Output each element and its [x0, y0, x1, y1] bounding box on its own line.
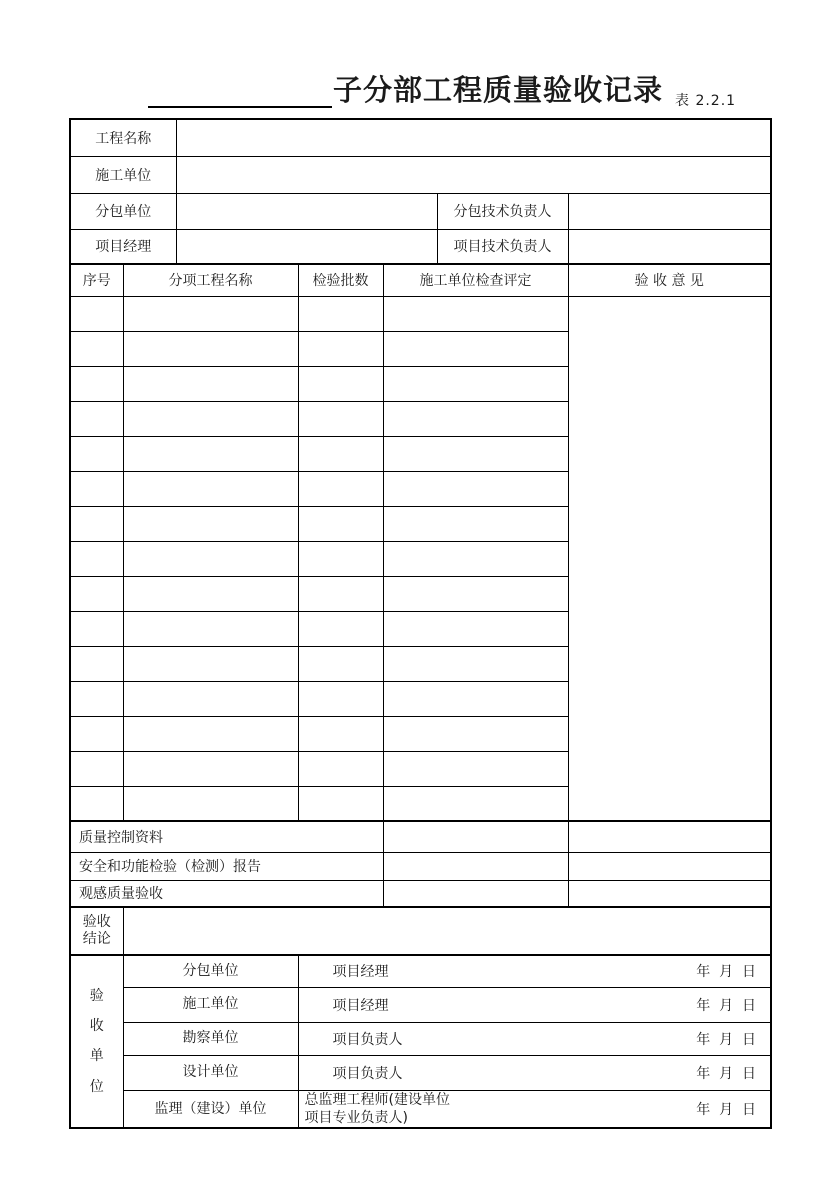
batch-count-cell — [298, 471, 383, 506]
label-project-tech-director: 项目技术负责人 — [437, 229, 568, 264]
acceptance-conclusion-text: 验收结论 — [82, 913, 111, 947]
signoff-cell — [298, 987, 771, 1022]
batch-count-cell — [298, 506, 383, 541]
contractor-eval-cell — [383, 541, 568, 576]
subitem-name-cell — [123, 751, 298, 786]
subitem-name-cell — [123, 506, 298, 541]
grid-empty-rows — [70, 296, 771, 821]
signoff-row — [70, 987, 771, 1022]
col-header-subitem-name: 分项工程名称 — [123, 264, 298, 296]
info-section — [70, 119, 771, 264]
subitem-name-cell — [123, 296, 298, 331]
acceptance-units-text: 验收单位 — [89, 988, 104, 1095]
batch-count-cell — [298, 611, 383, 646]
signoff-cell — [298, 1055, 771, 1090]
seq-cell — [70, 716, 123, 751]
contractor-eval-cell — [383, 611, 568, 646]
value-construction-unit — [176, 156, 771, 193]
signoff-unit-design: 设计单位 — [123, 1055, 298, 1090]
contractor-eval-cell — [383, 681, 568, 716]
value-project-manager — [176, 229, 437, 264]
col-header-seq: 序号 — [70, 264, 123, 296]
summary-row — [70, 821, 771, 852]
signoff-row — [70, 1022, 771, 1055]
signoff-row — [70, 1055, 771, 1090]
label-construction-unit: 施工单位 — [70, 156, 176, 193]
info-row — [70, 156, 771, 193]
value-subcontract-tech-director — [568, 193, 771, 229]
value-project-name — [176, 119, 771, 156]
signoff-role: 项目负责人 — [332, 1065, 403, 1082]
signoff-cell — [298, 955, 771, 987]
table-number: 表 2.2.1 — [675, 93, 737, 109]
signoff-date: 年 月 日 — [696, 1065, 757, 1082]
title-fill-line — [148, 88, 332, 108]
subitem-name-cell — [123, 541, 298, 576]
label-acceptance-units — [70, 955, 123, 1128]
col-header-contractor-eval: 施工单位检查评定 — [383, 264, 568, 296]
contractor-eval-cell — [383, 366, 568, 401]
batch-count-cell — [298, 436, 383, 471]
contractor-eval-cell — [383, 646, 568, 681]
signoff-unit-survey: 勘察单位 — [123, 1022, 298, 1055]
summary-row — [70, 852, 771, 880]
batch-count-cell — [298, 716, 383, 751]
grid-empty-row — [70, 296, 771, 331]
conclusion-section — [70, 907, 771, 955]
subitem-name-cell — [123, 646, 298, 681]
batch-count-cell — [298, 541, 383, 576]
subitem-name-cell — [123, 471, 298, 506]
batch-count-cell — [298, 366, 383, 401]
col-header-batch-count: 检验批数 — [298, 264, 383, 296]
label-project-manager: 项目经理 — [70, 229, 176, 264]
subitem-name-cell — [123, 331, 298, 366]
seq-cell — [70, 611, 123, 646]
label-visual-quality-acceptance: 观感质量验收 — [70, 880, 383, 907]
info-row — [70, 193, 771, 229]
signoff-row — [70, 1090, 771, 1128]
value-acceptance-conclusion — [123, 907, 771, 955]
signoff-cell — [298, 1022, 771, 1055]
batch-count-cell — [298, 786, 383, 821]
signoff-role: 项目负责人 — [332, 1031, 403, 1048]
seq-cell — [70, 436, 123, 471]
value-subcontract-unit — [176, 193, 437, 229]
acceptance-opinion-cell — [568, 296, 771, 821]
signoff-date: 年 月 日 — [696, 997, 757, 1014]
signoff-date: 年 月 日 — [696, 1031, 757, 1048]
form-title: 子分部工程质量验收记录 — [333, 73, 664, 107]
label-project-name: 工程名称 — [70, 119, 176, 156]
form-table — [69, 118, 772, 1129]
col-header-acceptance-opinion: 验 收 意 见 — [568, 264, 771, 296]
subitem-name-cell — [123, 576, 298, 611]
subitem-name-cell — [123, 681, 298, 716]
signoff-cell — [298, 1090, 771, 1128]
signoff-date: 年 月 日 — [696, 964, 757, 981]
label-acceptance-conclusion — [70, 907, 123, 955]
contractor-eval-cell — [383, 436, 568, 471]
seq-cell — [70, 786, 123, 821]
seq-cell — [70, 506, 123, 541]
subitem-name-cell — [123, 786, 298, 821]
seq-cell — [70, 366, 123, 401]
contractor-eval-cell — [383, 751, 568, 786]
subitem-name-cell — [123, 401, 298, 436]
subitem-name-cell — [123, 436, 298, 471]
signoff-role: 总监理工程师(建设单位项目专业负责人) — [304, 1091, 450, 1126]
form-header — [0, 0, 838, 118]
contractor-eval-cell — [383, 401, 568, 436]
value-project-tech-director — [568, 229, 771, 264]
value-safety-function-opinion — [568, 852, 771, 880]
seq-cell — [70, 751, 123, 786]
label-safety-function-report: 安全和功能检验（检测）报告 — [70, 852, 383, 880]
signoff-unit-subcontract: 分包单位 — [123, 955, 298, 987]
contractor-eval-cell — [383, 786, 568, 821]
info-row — [70, 229, 771, 264]
batch-count-cell — [298, 751, 383, 786]
seq-cell — [70, 471, 123, 506]
seq-cell — [70, 296, 123, 331]
signoff-role: 项目经理 — [332, 964, 389, 981]
batch-count-cell — [298, 576, 383, 611]
contractor-eval-cell — [383, 331, 568, 366]
batch-count-cell — [298, 681, 383, 716]
info-row — [70, 119, 771, 156]
label-quality-control-data: 质量控制资料 — [70, 821, 383, 852]
seq-cell — [70, 646, 123, 681]
grid-section — [70, 264, 771, 296]
subitem-name-cell — [123, 366, 298, 401]
summary-section — [70, 821, 771, 907]
value-quality-control-opinion — [568, 821, 771, 852]
contractor-eval-cell — [383, 716, 568, 751]
signoff-role: 项目经理 — [332, 997, 389, 1014]
value-visual-quality-eval — [383, 880, 568, 907]
label-subcontract-unit: 分包单位 — [70, 193, 176, 229]
subitem-name-cell — [123, 611, 298, 646]
contractor-eval-cell — [383, 506, 568, 541]
grid-header-row — [70, 264, 771, 296]
signoff-row — [70, 955, 771, 987]
seq-cell — [70, 576, 123, 611]
summary-row — [70, 880, 771, 907]
seq-cell — [70, 681, 123, 716]
conclusion-row — [70, 907, 771, 955]
contractor-eval-cell — [383, 471, 568, 506]
batch-count-cell — [298, 646, 383, 681]
contractor-eval-cell — [383, 296, 568, 331]
value-visual-quality-opinion — [568, 880, 771, 907]
subitem-name-cell — [123, 716, 298, 751]
batch-count-cell — [298, 401, 383, 436]
batch-count-cell — [298, 296, 383, 331]
contractor-eval-cell — [383, 576, 568, 611]
signoff-date: 年 月 日 — [696, 1101, 757, 1118]
value-safety-function-eval — [383, 852, 568, 880]
batch-count-cell — [298, 331, 383, 366]
label-subcontract-tech-director: 分包技术负责人 — [437, 193, 568, 229]
signoff-unit-supervision: 监理（建设）单位 — [123, 1090, 298, 1128]
value-quality-control-eval — [383, 821, 568, 852]
signoff-section — [70, 955, 771, 1128]
seq-cell — [70, 331, 123, 366]
seq-cell — [70, 401, 123, 436]
signoff-unit-construction: 施工单位 — [123, 987, 298, 1022]
seq-cell — [70, 541, 123, 576]
